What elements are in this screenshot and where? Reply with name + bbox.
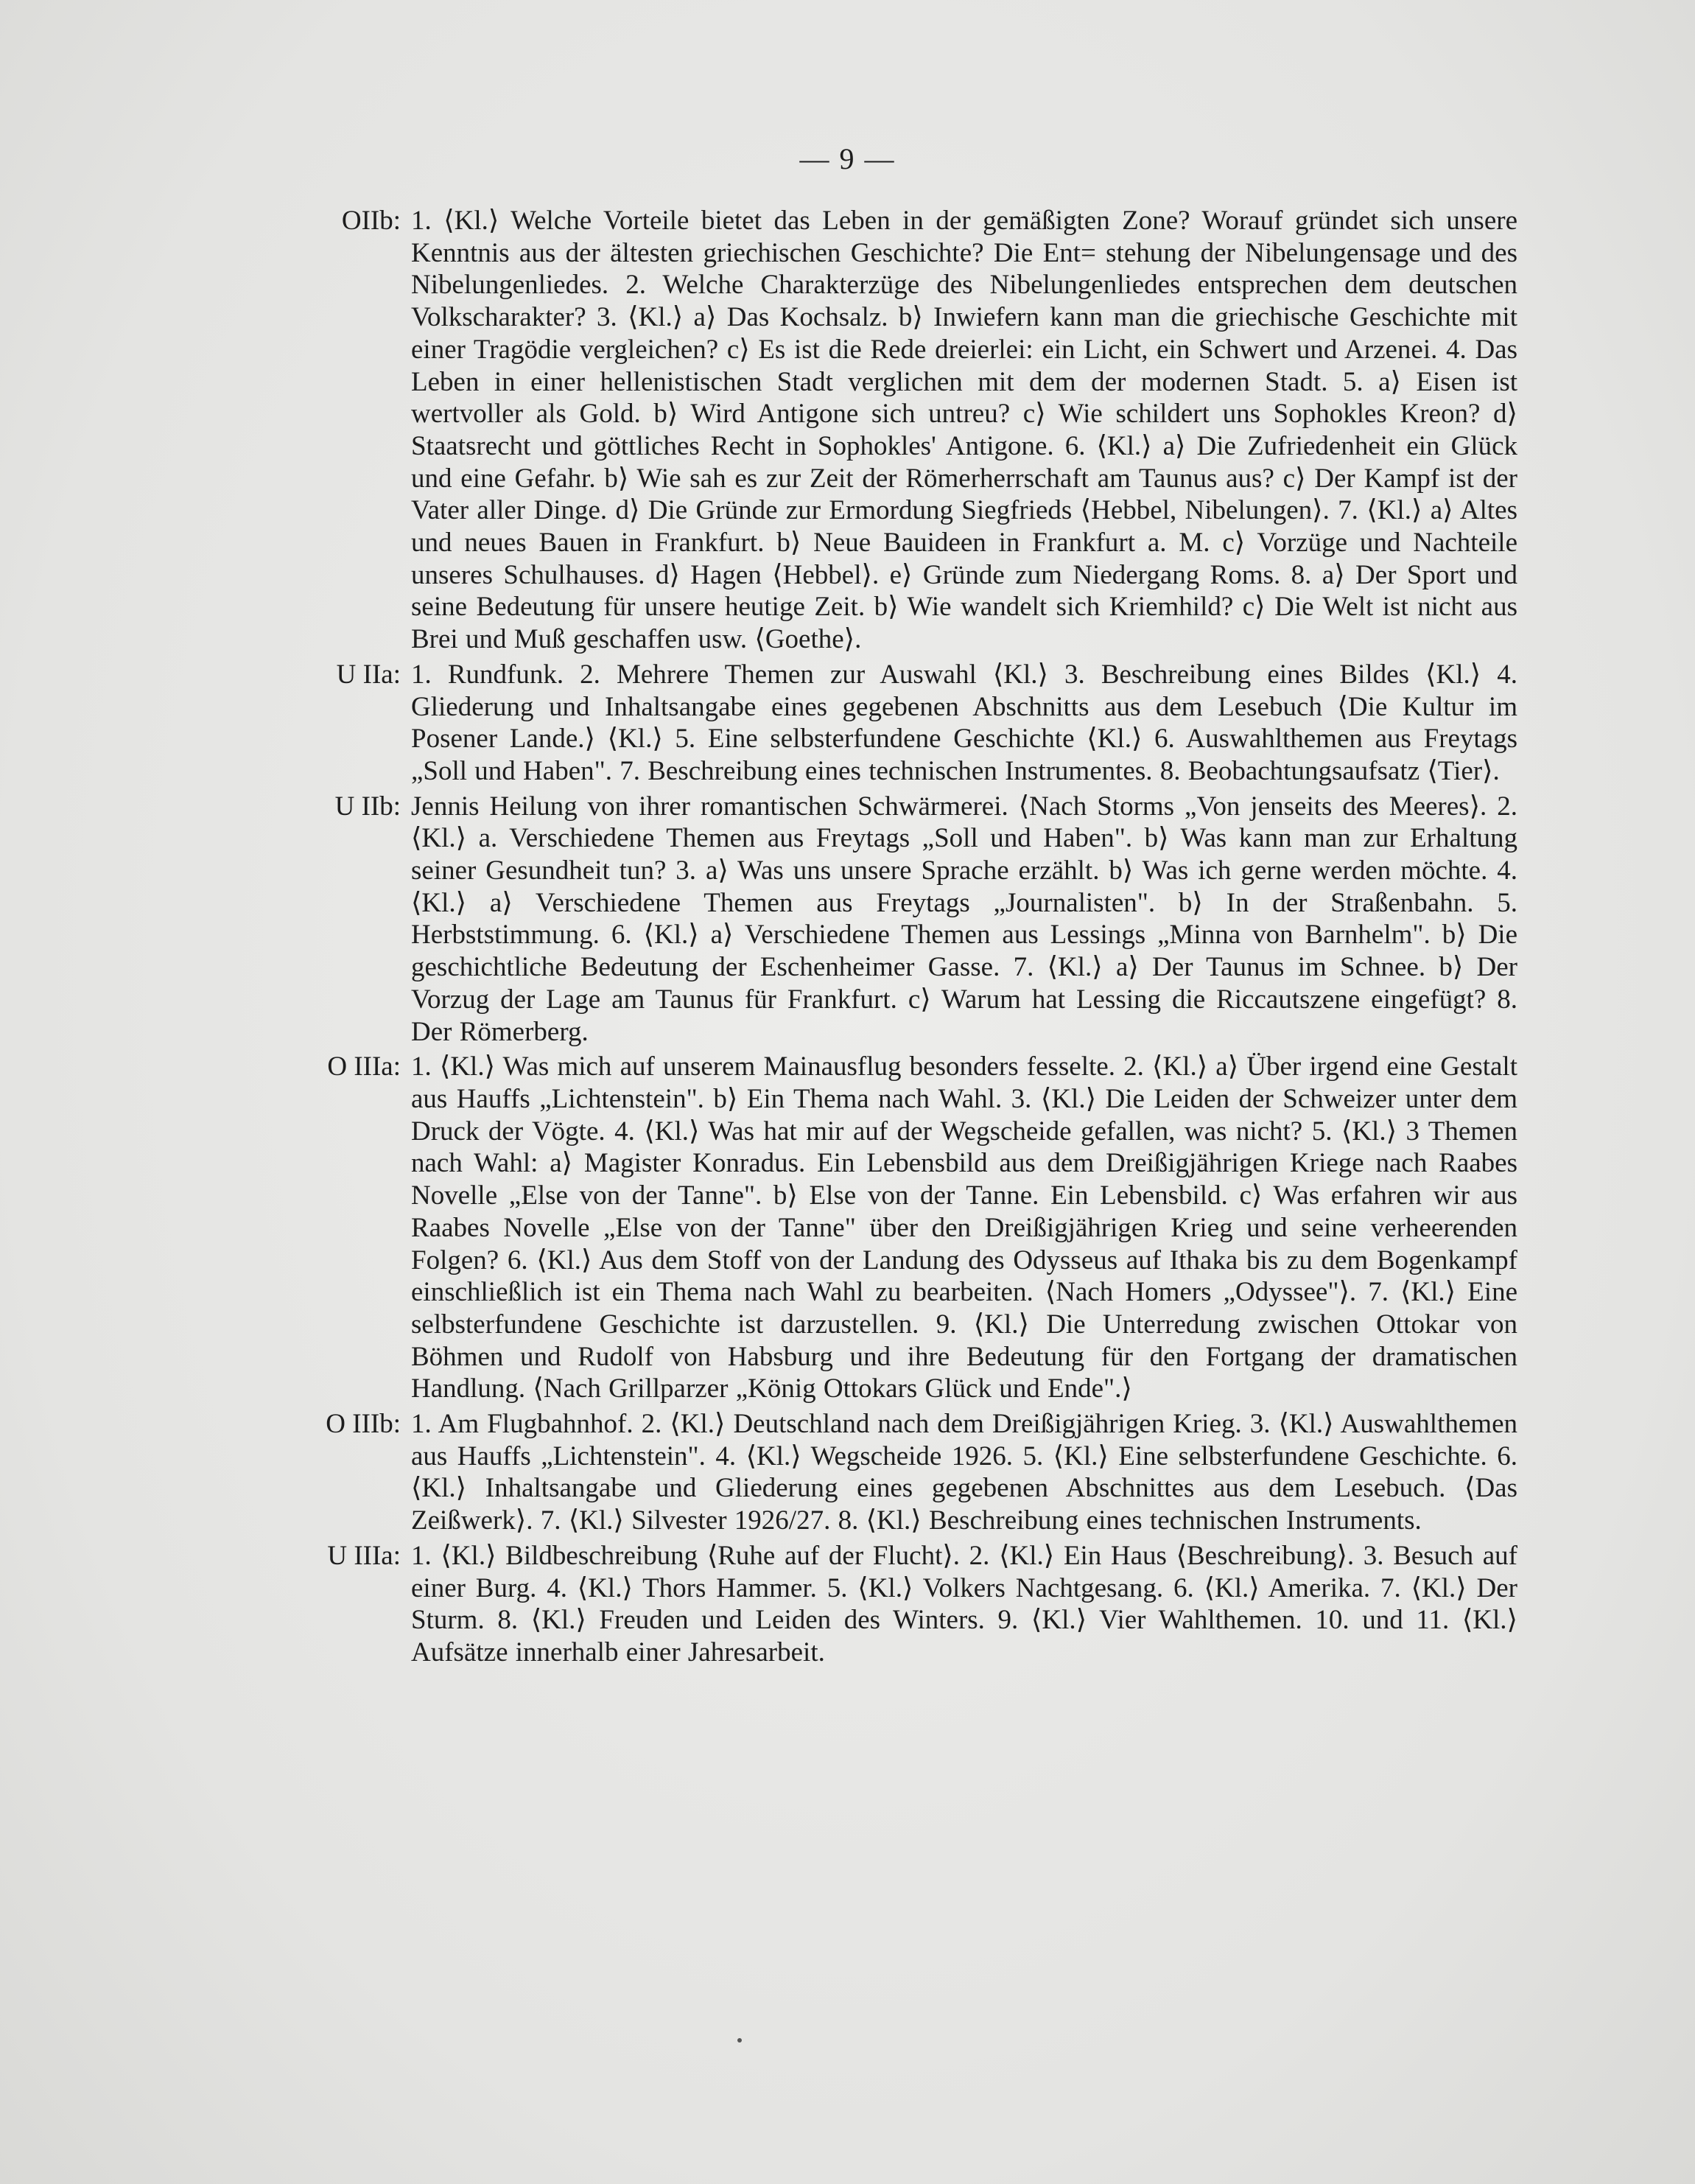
class-topics: 1. Rundfunk. 2. Mehrere Themen zur Auswahl ⟨Kl.⟩ 3. Beschreibung eines Bildes ⟨Kl.⟩ 4. Gliederung und Inhaltsangabe eines gegebenen Abschnitts aus dem Lesebuch ⟨Die Kultur im Posener Lande.⟩ ⟨Kl.⟩ 5. Eine selbsterfundene Geschichte ⟨Kl.⟩ 6. Auswahlthemen aus Freytags „Soll und Haben". 7. Beschreibung eines technischen Instrumentes. 8. Beobachtungsaufsatz ⟨Tier⟩. <box>411 659 1517 786</box>
class-label: O IIIb: <box>326 1409 401 1440</box>
ink-speck <box>737 2038 742 2043</box>
class-entry-uiiia <box>265 1540 1517 1669</box>
class-topics: 1. ⟨Kl.⟩ Was mich auf unserem Mainausflug besonders fesselte. 2. ⟨Kl.⟩ a⟩ Über irgend eine Gestalt aus Hauffs „Lichtenstein". b⟩ Ein Thema nach Wahl. 3. ⟨Kl.⟩ Die Leiden der Schweizer unter dem Druck der Vögte. 4. ⟨Kl.⟩ Was hat mir auf der Wegscheide gefallen, was nicht? 5. ⟨Kl.⟩ 3 Themen nach Wahl: a⟩ Magister Konradus. Ein Lebensbild aus dem Dreißigjährigen Kriege nach Raabes Novelle „Else von der Tanne". b⟩ Else von der Tanne. Ein Lebensbild. c⟩ Was erfahren wir aus Raabes Novelle „Else von der Tanne" über den Dreißigjährigen Krieg und seine verheerenden Folgen? 6. ⟨Kl.⟩ Aus dem Stoff von der Landung des Odysseus auf Ithaka bis zu dem Bogenkampf einschließlich ist ein Thema nach Wahl zu bearbeiten. ⟨Nach Homers „Odyssee"⟩. 7. ⟨Kl.⟩ Eine selbsterfundene Geschichte ist darzustellen. 9. ⟨Kl.⟩ Die Unterredung zwischen Ottokar von Böhmen und Rudolf von Habsburg und ihre Bedeutung für den Fortgang der dramatischen Handlung. ⟨Nach Grillparzer „König Ottokars Glück und Ende".⟩ <box>411 1051 1517 1404</box>
class-label: U IIb: <box>334 791 401 822</box>
class-entry-oiib <box>265 205 1517 656</box>
class-entry-uiia <box>265 659 1517 788</box>
class-entry-uiib <box>265 791 1517 1049</box>
class-entry-oiiia <box>265 1051 1517 1405</box>
class-topics: 1. ⟨Kl.⟩ Bildbeschreibung ⟨Ruhe auf der Flucht⟩. 2. ⟨Kl.⟩ Ein Haus ⟨Beschreibung⟩. 3. Besuch auf einer Burg. 4. ⟨Kl.⟩ Thors Hammer. 5. ⟨Kl.⟩ Volkers Nachtgesang. 6. ⟨Kl.⟩ Amerika. 7. ⟨Kl.⟩ Der Sturm. 8. ⟨Kl.⟩ Freuden und Leiden des Winters. 9. ⟨Kl.⟩ Vier Wahlthemen. 10. und 11. ⟨Kl.⟩ Aufsätze innerhalb einer Jahresarbeit. <box>411 1540 1517 1667</box>
class-topics: 1. ⟨Kl.⟩ Welche Vorteile bietet das Leben in der gemäßigten Zone? Worauf gründet sich unsere Kenntnis aus der ältesten griechischen Geschichte? Die Ent= stehung der Nibelungensage und des Nibelungenliedes. 2. Welche Charakterzüge des Nibelungenliedes entsprechen dem deutschen Volkscharakter? 3. ⟨Kl.⟩ a⟩ Das Kochsalz. b⟩ Inwiefern kann man die griechische Geschichte mit einer Tragödie vergleichen? c⟩ Es ist die Rede dreierlei: ein Licht, ein Schwert und Arzenei. 4. Das Leben in einer hellenistischen Stadt verglichen mit dem der modernen Stadt. 5. a⟩ Eisen ist wertvoller als Gold. b⟩ Wird Antigone sich untreu? c⟩ Wie schildert uns Sophokles Kreon? d⟩ Staatsrecht und göttliches Recht in Sophokles' Antigone. 6. ⟨Kl.⟩ a⟩ Die Zufriedenheit ein Glück und eine Gefahr. b⟩ Wie sah es zur Zeit der Römerherrschaft am Taunus aus? c⟩ Der Kampf ist der Vater aller Dinge. d⟩ Die Gründe zur Ermordung Siegfrieds ⟨Hebbel, Nibelungen⟩. 7. ⟨Kl.⟩ a⟩ Altes und neues Bauen in Frankfurt. b⟩ Neue Bauideen in Frankfurt a. M. c⟩ Vorzüge und Nachteile unseres Schulhauses. d⟩ Hagen ⟨Hebbel⟩. e⟩ Gründe zum Niedergang Roms. 8. a⟩ Der Sport und seine Bedeutung für unsere heutige Zeit. b⟩ Wie wandelt sich Kriemhild? c⟩ Die Welt ist nicht aus Brei und Muß geschaffen usw. ⟨Goethe⟩. <box>411 206 1517 655</box>
class-label: U IIIa: <box>327 1540 401 1571</box>
class-entry-oiiib <box>265 1408 1517 1537</box>
class-label: U IIa: <box>336 659 401 690</box>
essay-topics-list <box>265 205 1517 1672</box>
class-topics: 1. Am Flugbahnhof. 2. ⟨Kl.⟩ Deutschland nach dem Dreißigjährigen Krieg. 3. ⟨Kl.⟩ Auswahlthemen aus Hauffs „Lichtenstein". 4. ⟨Kl.⟩ Wegscheide 1926. 5. ⟨Kl.⟩ Eine selbsterfundene Geschichte. 6. ⟨Kl.⟩ Inhaltsangabe und Gliederung eines gegebenen Abschnittes aus dem Lesebuch. ⟨Das Zeißwerk⟩. 7. ⟨Kl.⟩ Silvester 1926/27. 8. ⟨Kl.⟩ Beschreibung eines technischen Instruments. <box>411 1409 1517 1536</box>
page-number: — 9 — <box>799 142 896 175</box>
class-label: OIIb: <box>341 206 401 236</box>
class-label: O IIIa: <box>327 1051 401 1082</box>
class-topics: Jennis Heilung von ihrer romantischen Schwärmerei. ⟨Nach Storms „Von jenseits des Meeres⟩. 2. ⟨Kl.⟩ a. Verschiedene Themen aus Freytags „Soll und Haben". b⟩ Was kann man zur Erhaltung seiner Gesundheit tun? 3. a⟩ Was uns unsere Sprache erzählt. b⟩ Was ich gerne werden möchte. 4. ⟨Kl.⟩ a⟩ Verschiedene Themen aus Freytags „Journalisten". b⟩ In der Straßenbahn. 5. Herbststimmung. 6. ⟨Kl.⟩ a⟩ Verschiedene Themen aus Lessings „Minna von Barnhelm". b⟩ Die geschichtliche Bedeutung der Eschenheimer Gasse. 7. ⟨Kl.⟩ a⟩ Der Taunus im Schnee. b⟩ Der Vorzug der Lage am Taunus für Frankfurt. c⟩ Warum hat Lessing die Riccautszene eingefügt? 8. Der Römerberg. <box>411 791 1517 1047</box>
